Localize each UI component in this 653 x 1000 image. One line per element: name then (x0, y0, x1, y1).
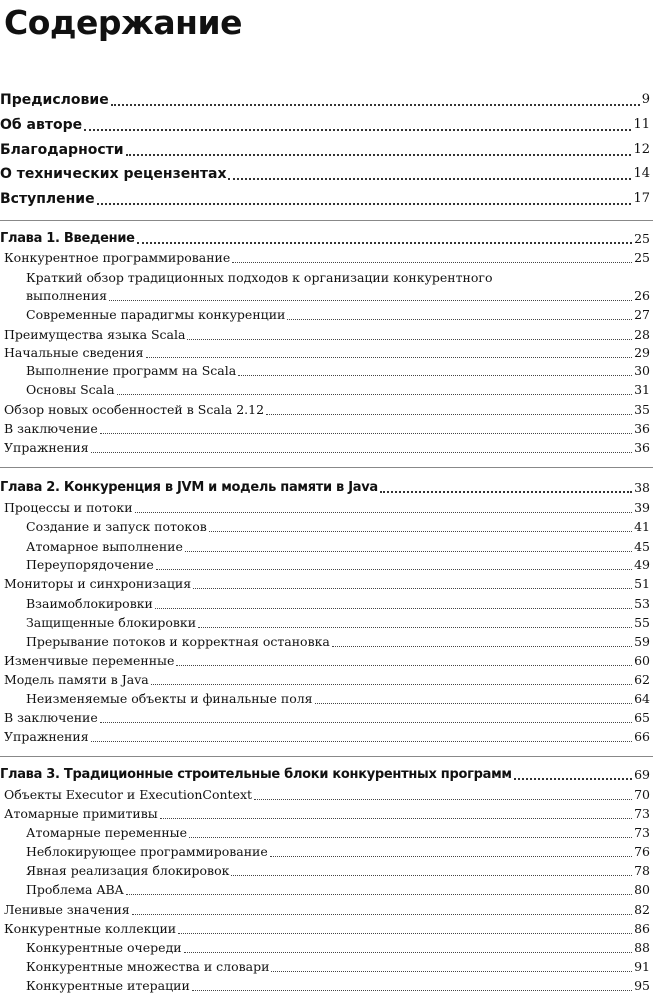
leader-dots (270, 856, 632, 857)
toc-entry-label: Защищенные блокировки (26, 615, 197, 630)
toc-entry-label: Вступление (0, 191, 95, 207)
toc-subsection[interactable] (26, 287, 650, 305)
toc-entry-label: Упражнения (4, 440, 89, 455)
divider (0, 220, 653, 221)
toc-page-number: 70 (634, 787, 650, 802)
toc-section[interactable] (4, 499, 650, 517)
leader-dots (137, 242, 632, 244)
toc-entry-label: Объекты Executor и ExecutionContext (4, 787, 253, 802)
leader-dots (380, 491, 632, 493)
toc-section[interactable] (4, 249, 650, 267)
toc-entry-reviewers[interactable] (0, 164, 650, 184)
toc-page-number: 39 (634, 500, 650, 515)
toc-subsection[interactable] (26, 633, 650, 651)
toc-subsection[interactable] (26, 843, 650, 861)
toc-subsection[interactable] (26, 824, 650, 842)
chapter-title: Глава 3. Традиционные строительные блоки конкурентных программ (0, 767, 512, 782)
toc-page-number: 9 (641, 92, 650, 107)
toc-subsection[interactable] (26, 518, 650, 536)
toc-page-number: 36 (634, 421, 650, 436)
toc-page-number: 64 (634, 691, 650, 706)
toc-subsection[interactable] (26, 958, 650, 976)
chapter-title: Глава 1. Введение (0, 231, 135, 246)
divider (0, 756, 653, 757)
toc-entry-acknowledgements[interactable] (0, 140, 650, 160)
leader-dots (209, 531, 632, 532)
toc-subsection[interactable] (26, 690, 650, 708)
toc-page-number: 55 (634, 615, 650, 630)
toc-entry-label: В заключение (4, 710, 98, 725)
toc-entry-label: Мониторы и синхронизация (4, 576, 192, 591)
toc-entry-label: Переупорядочение (26, 557, 154, 572)
toc-entry-label: Упражнения (4, 729, 89, 744)
toc-page-number: 28 (634, 327, 650, 342)
toc-subsection[interactable] (26, 862, 650, 880)
leader-dots (100, 433, 632, 434)
toc-subsection[interactable] (26, 614, 650, 632)
toc-page-number: 53 (634, 596, 650, 611)
leader-dots (514, 778, 632, 780)
toc-entry-label: Обзор новых особенностей в Scala 2.12 (4, 402, 265, 417)
leader-dots (189, 837, 632, 838)
leader-dots (271, 971, 632, 972)
toc-entry-label: Ленивые значения (4, 902, 130, 917)
leader-dots (232, 262, 632, 263)
toc-entry-label: Основы Scala (26, 382, 115, 397)
toc-page-number: 41 (634, 519, 650, 534)
leader-dots (111, 104, 640, 106)
toc-entry-label: Конкурентные коллекции (4, 921, 177, 936)
toc-page-number: 95 (634, 978, 650, 993)
leader-dots (135, 512, 633, 513)
toc-chapter-2[interactable] (0, 479, 650, 497)
toc-entry-label: О технических рецензентах (0, 166, 227, 182)
toc-page-number: 91 (634, 959, 650, 974)
toc-page-number: 25 (634, 231, 650, 246)
toc-section[interactable] (4, 575, 650, 593)
toc-section[interactable] (4, 805, 650, 823)
toc-entry-label: Преимущества языка Scala (4, 327, 186, 342)
leader-dots (155, 608, 632, 609)
leader-dots (192, 990, 632, 991)
leader-dots (109, 300, 632, 301)
leader-dots (156, 569, 632, 570)
toc-page-number: 38 (634, 480, 650, 495)
leader-dots (84, 129, 631, 131)
toc-subsection[interactable] (26, 381, 650, 399)
toc-chapter-1[interactable] (0, 230, 650, 248)
toc-page-number: 86 (634, 921, 650, 936)
toc-page-number: 82 (634, 902, 650, 917)
toc-subsection[interactable] (26, 538, 650, 556)
leader-dots (198, 627, 632, 628)
toc-section[interactable] (4, 344, 650, 362)
toc-entry-label: Об авторе (0, 117, 83, 133)
toc-entry-label: Предисловие (0, 92, 109, 108)
toc-chapter-3[interactable] (0, 766, 650, 784)
toc-subsection[interactable] (26, 306, 650, 324)
leader-dots (315, 703, 633, 704)
leader-dots (126, 154, 632, 156)
toc-entry-label: Явная реализация блокировок (26, 863, 230, 878)
toc-page-number: 12 (633, 142, 650, 157)
toc-page-number: 66 (634, 729, 650, 744)
toc-subsection-line1[interactable]: Краткий обзор традиционных подходов к организации конкурентного (26, 270, 493, 285)
toc-page-number: 51 (634, 576, 650, 591)
toc-subsection[interactable] (26, 595, 650, 613)
toc-page-number: 17 (633, 191, 650, 206)
toc-entry-preface[interactable] (0, 90, 650, 110)
toc-page-number: 49 (634, 557, 650, 572)
toc-entry-label: Выполнение программ на Scala (26, 363, 237, 378)
toc-entry-label: Конкурентное программирование (4, 250, 231, 265)
toc-entry-label: Конкурентные итерации (26, 978, 190, 993)
leader-dots (91, 741, 632, 742)
leader-dots (332, 646, 632, 647)
page-title: Содержание (4, 3, 242, 42)
leader-dots (193, 588, 632, 589)
leader-dots (185, 551, 632, 552)
leader-dots (184, 952, 632, 953)
leader-dots (238, 375, 632, 376)
toc-entry-introduction[interactable] (0, 189, 650, 209)
toc-entry-label: В заключение (4, 421, 98, 436)
toc-entry-label: Процессы и потоки (4, 500, 133, 515)
leader-dots (287, 319, 632, 320)
toc-page-number: 73 (634, 825, 650, 840)
leader-dots (228, 178, 631, 180)
leader-dots (160, 818, 632, 819)
toc-page-number: 36 (634, 440, 650, 455)
toc-page-number: 60 (634, 653, 650, 668)
toc-page-number: 35 (634, 402, 650, 417)
toc-section[interactable] (4, 401, 650, 419)
toc-entry-label: Прерывание потоков и корректная остановка (26, 634, 330, 649)
toc-page-number: 30 (634, 363, 650, 378)
toc-page-number: 78 (634, 863, 650, 878)
leader-dots (231, 875, 632, 876)
toc-entry-label: выполнения (26, 288, 108, 303)
leader-dots (132, 914, 632, 915)
toc-entry-label: Проблема ABA (26, 882, 124, 897)
toc-page-number: 11 (633, 117, 650, 132)
toc-section[interactable] (4, 728, 650, 746)
toc-subsection[interactable] (26, 881, 650, 899)
toc-page-number: 14 (633, 166, 650, 181)
toc-page-number: 76 (634, 844, 650, 859)
leader-dots (187, 339, 632, 340)
toc-subsection[interactable] (26, 977, 650, 995)
toc-page-number: 31 (634, 382, 650, 397)
toc-section[interactable] (4, 920, 650, 938)
leader-dots (126, 894, 632, 895)
toc-page-number: 62 (634, 672, 650, 687)
toc-entry-label: Неизменяемые объекты и финальные поля (26, 691, 313, 706)
leader-dots (91, 452, 632, 453)
toc-entry-label: Атомарное выполнение (26, 539, 183, 554)
leader-dots (146, 357, 633, 358)
toc-entry-label: Неблокирующее программирование (26, 844, 268, 859)
toc-subsection[interactable] (26, 939, 650, 957)
toc-page-number: 27 (634, 307, 650, 322)
toc-page-number: 25 (634, 250, 650, 265)
toc-page-number: 73 (634, 806, 650, 821)
leader-dots (178, 933, 632, 934)
toc-entry-about-author[interactable] (0, 115, 650, 135)
toc-entry-label: Атомарные переменные (26, 825, 187, 840)
toc-section[interactable] (4, 420, 650, 438)
toc-page-number: 45 (634, 539, 650, 554)
leader-dots (254, 799, 632, 800)
toc-entry-label: Взаимоблокировки (26, 596, 153, 611)
leader-dots (117, 394, 633, 395)
toc-entry-label: Модель памяти в Java (4, 672, 149, 687)
toc-page-number: 88 (634, 940, 650, 955)
toc-entry-label: Конкурентные очереди (26, 940, 182, 955)
toc-entry-label: Благодарности (0, 142, 124, 158)
toc-section[interactable] (4, 709, 650, 727)
divider (0, 467, 653, 468)
toc-entry-label: Создание и запуск потоков (26, 519, 207, 534)
chapter-title: Глава 2. Конкуренция в JVM и модель памяти в Java (0, 480, 378, 495)
toc-page-number: 29 (634, 345, 650, 360)
toc-entry-label: Начальные сведения (4, 345, 144, 360)
toc-page-number: 26 (634, 288, 650, 303)
toc-section[interactable] (4, 652, 650, 670)
toc-section[interactable] (4, 671, 650, 689)
toc-subsection[interactable] (26, 362, 650, 380)
leader-dots (151, 684, 632, 685)
toc-section[interactable] (4, 901, 650, 919)
leader-dots (266, 414, 632, 415)
toc-entry-label: Атомарные примитивы (4, 806, 158, 821)
toc-subsection[interactable] (26, 556, 650, 574)
toc-page-number: 65 (634, 710, 650, 725)
toc-page-number: 69 (634, 767, 650, 782)
leader-dots (176, 665, 632, 666)
toc-entry-label: Конкурентные множества и словари (26, 959, 270, 974)
toc-page-number: 80 (634, 882, 650, 897)
leader-dots (100, 722, 632, 723)
toc-section[interactable] (4, 326, 650, 344)
leader-dots (97, 203, 632, 205)
toc-entry-label: Современные парадигмы конкуренции (26, 307, 286, 322)
toc-section[interactable] (4, 786, 650, 804)
toc-entry-label: Изменчивые переменные (4, 653, 175, 668)
toc-section[interactable] (4, 439, 650, 457)
toc-page-number: 59 (634, 634, 650, 649)
